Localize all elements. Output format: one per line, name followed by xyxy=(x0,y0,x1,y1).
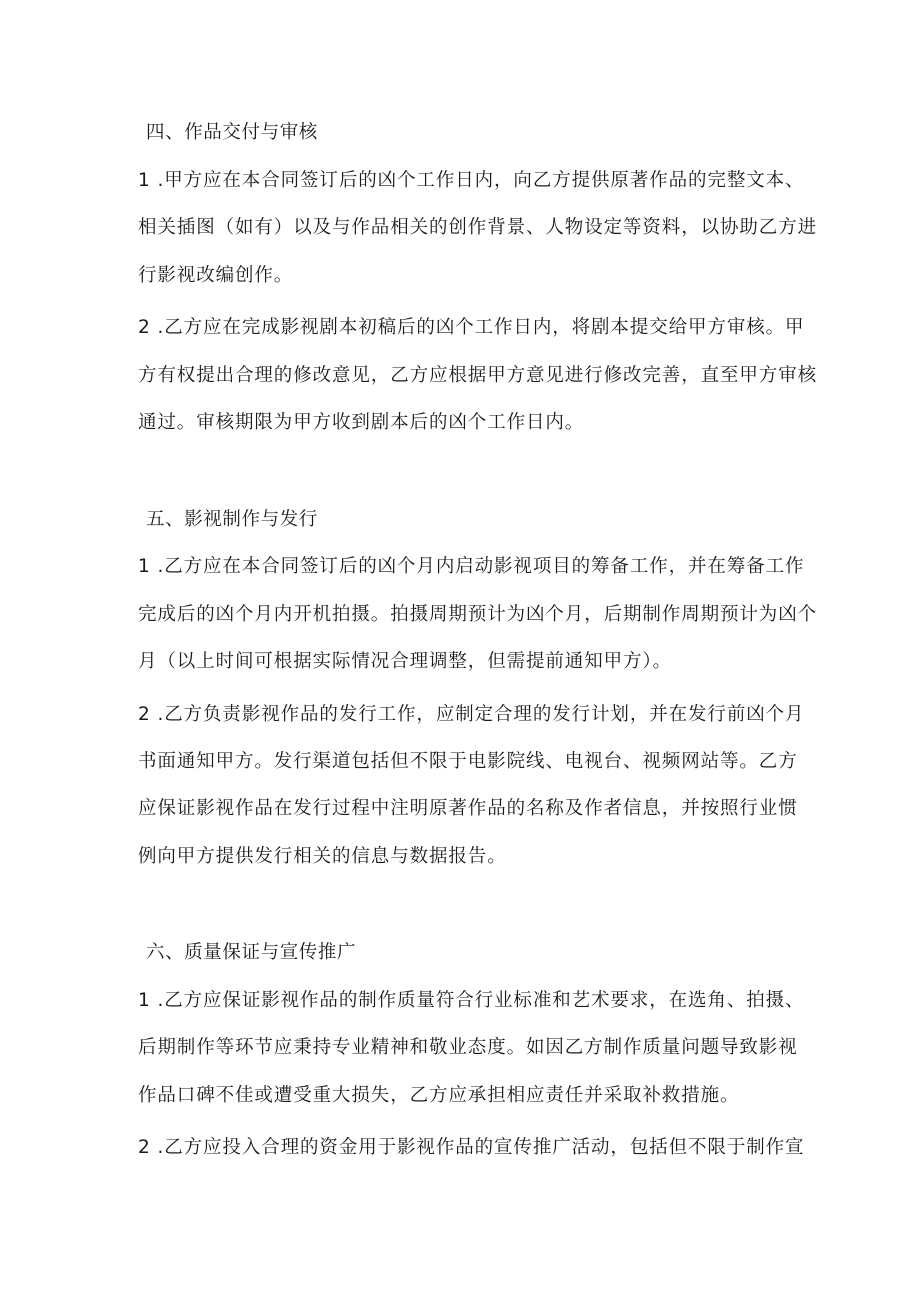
paragraph-line: 1 .甲方应在本合同签订后的凶个工作日内，向乙方提供原著作品的完整文本、 xyxy=(138,170,805,191)
paragraph-line: 应保证影视作品在发行过程中注明原著作品的名称及作者信息，并按照行业惯 xyxy=(138,798,798,819)
paragraph-line: 后期制作等环节应秉持专业精神和敬业态度。如因乙方制作质量问题导致影视 xyxy=(138,1037,798,1058)
paragraph-line: 2 .乙方应投入合理的资金用于影视作品的宣传推广活动，包括但不限于制作宣 xyxy=(138,1137,805,1158)
paragraph-line: 书面通知甲方。发行渠道包括但不限于电影院线、电视台、视频网站等。乙方 xyxy=(138,751,798,772)
paragraph-line: 2 .乙方负责影视作品的发行工作，应制定合理的发行计划，并在发行前凶个月 xyxy=(138,704,805,725)
paragraph-line: 例向甲方提供发行相关的信息与数据报告。 xyxy=(138,846,507,867)
section-heading: 六、质量保证与宣传推广 xyxy=(146,942,357,963)
paragraph-line: 行影视改编创作。 xyxy=(138,265,294,286)
section-heading: 五、影视制作与发行 xyxy=(146,509,318,530)
paragraph-line: 1 .乙方应保证影视作品的制作质量符合行业标准和艺术要求，在选角、拍摄、 xyxy=(138,990,805,1011)
paragraph-line: 通过。审核期限为甲方收到剧本后的凶个工作日内。 xyxy=(138,412,585,433)
paragraph-line: 相关插图（如有）以及与作品相关的创作背景、人物设定等资料，以协助乙方进 xyxy=(138,217,818,238)
section-heading: 四、作品交付与审核 xyxy=(146,122,318,143)
paragraph-line: 月（以上时间可根据实际情况合理调整，但需提前通知甲方）。 xyxy=(138,651,672,672)
paragraph-line: 1 .乙方应在本合同签订后的凶个月内启动影视项目的筹备工作，并在筹备工作 xyxy=(138,556,805,577)
paragraph-line: 完成后的凶个月内开机拍摄。拍摄周期预计为凶个月，后期制作周期预计为凶个 xyxy=(138,604,818,625)
paragraph-line: 作品口碑不佳或遭受重大损失，乙方应承担相应责任并采取补救措施。 xyxy=(138,1085,740,1106)
paragraph-line: 方有权提出合理的修改意见，乙方应根据甲方意见进行修改完善，直至甲方审核 xyxy=(138,365,818,386)
paragraph-line: 2 .乙方应在完成影视剧本初稿后的凶个工作日内，将剧本提交给甲方审核。甲 xyxy=(138,317,805,338)
